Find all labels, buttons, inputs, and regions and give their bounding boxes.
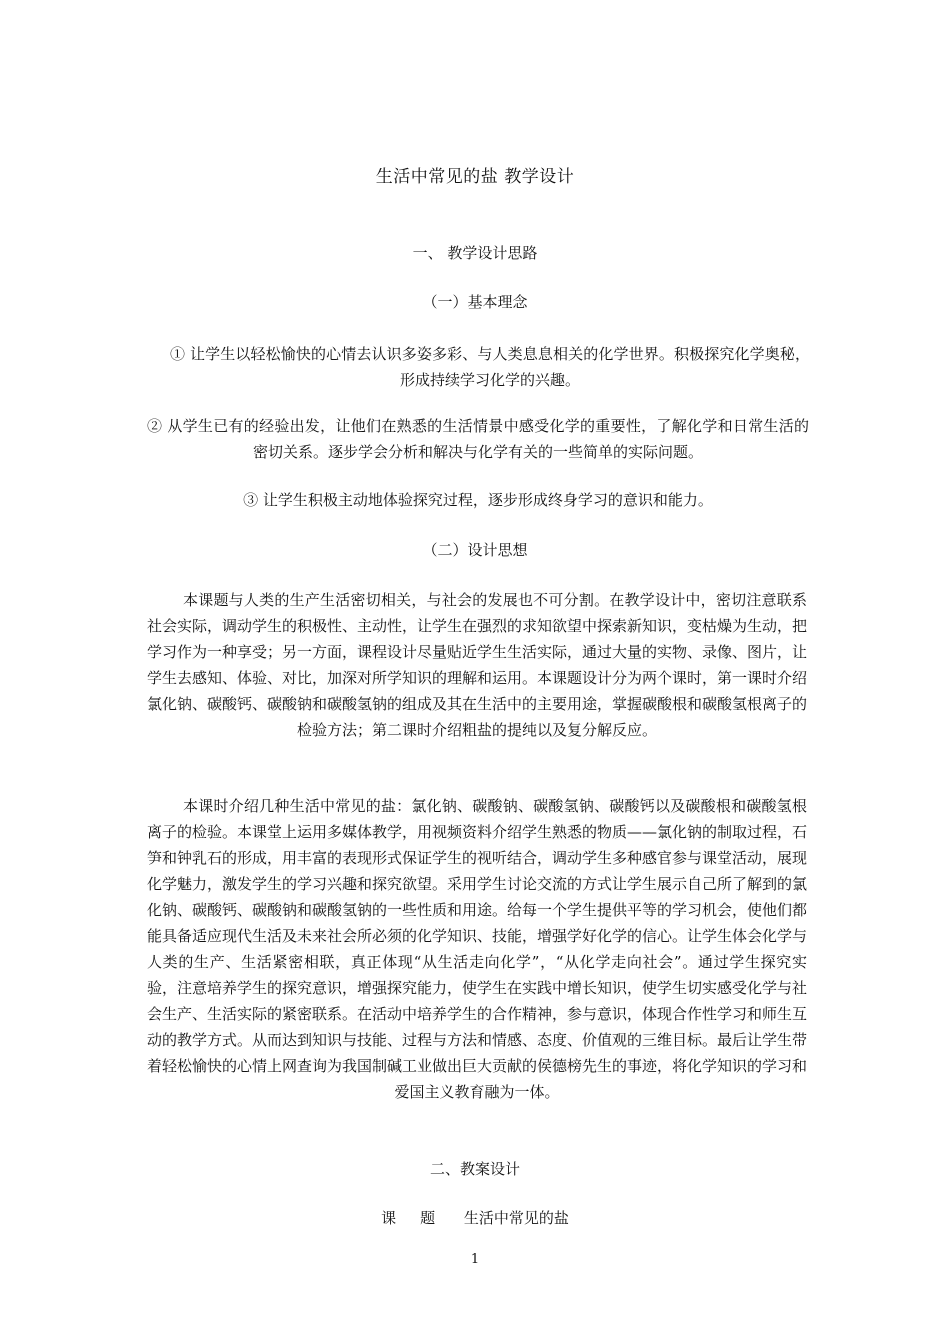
course-topic-line [0,1206,950,1230]
subsection-heading-basic-concepts: （一）基本理念 [422,293,528,311]
subsection-heading-design-ideas: （二）设计思想 [422,541,528,559]
concept-item-2: ② 从学生已有的经验出发，让他们在熟悉的生活情景中感受化学的重要性，了解化学和日常生活的密切关系。逐步学会分析和解决与化学有关的一些简单的实际问题。 [147,417,809,461]
course-topic-value: 生活中常见的盐 [463,1209,569,1227]
section-heading-design-approach: 一、 教学设计思路 [412,244,538,262]
section-heading-lesson-plan: 二、教案设计 [429,1160,520,1178]
page-number: 1 [470,1252,480,1267]
concept-item-1: ① 让学生以轻松愉快的心情去认识多姿多彩、与人类息息相关的化学世界。积极探究化学奥秘，形成持续学习化学的兴趣。 [170,345,810,389]
design-ideas-paragraph-1: 本课题与人类的生产生活密切相关，与社会的发展也不可分割。在教学设计中，密切注意联系社会实际，调动学生的积极性、主动性，让学生在强烈的求知欲望中探索新知识，变枯燥为生动，把学习作为一种享受；另一方面，课程设计尽量贴近学生生活实际，通过大量的实物、录像、图片，让学生去感知、体验、对比，加深对所学知识的理解和运用。本课题设计分为两个课时，第一课时介绍氯化钠、碳酸钙、碳酸钠和碳酸氢钠的组成及其在生活中的主要用途，掌握碳酸根和碳酸氢根离子的检验方法；第二课时介绍粗盐的提纯以及复分解反应。 [147,591,808,739]
document-title: 生活中常见的盐 教学设计 [375,167,575,187]
concept-item-3: ③ 让学生积极主动地体验探究过程，逐步形成终身学习的意识和能力。 [243,491,713,509]
design-ideas-paragraph-2: 本课时介绍几种生活中常见的盐：氯化钠、碳酸钠、碳酸氢钠、碳酸钙以及碳酸根和碳酸氢根离子的检验。本课堂上运用多媒体教学，用视频资料介绍学生熟悉的物质——氯化钠的制取过程，石笋和钟乳石的形成，用丰富的表现形式保证学生的视听结合，调动学生多种感官参与课堂活动，展现化学魅力，激发学生的学习兴趣和探究欲望。采用学生讨论交流的方式让学生展示自己所了解到的氯化钠、碳酸钙、碳酸钠和碳酸氢钠的一些性质和用途。给每一个学生提供平等的学习机会，使他们都能具备适应现代生活及未来社会所必须的化学知识、技能，增强学好化学的信心。让学生体会化学与人类的生产、生活紧密相联，真正体现“从生活走向化学”，“从化学走向社会”。通过学生探究实验，注意培养学生的探究意识，增强探究能力，使学生在实践中增长知识，使学生切实感受化学与社会生产、生活实际的紧密联系。在活动中培养学生的合作精神，参与意识，体现合作性学习和师生互动的教学方式。从而达到知识与技能、过程与方法和情感、态度、价值观的三维目标。最后让学生带着轻松愉快的心情上网查询为我国制碱工业做出巨大贡献的侯德榜先生的事迹，将化学知识的学习和爱国主义教育融为一体。 [147,797,808,1101]
course-topic-label: 课题 [381,1209,460,1227]
